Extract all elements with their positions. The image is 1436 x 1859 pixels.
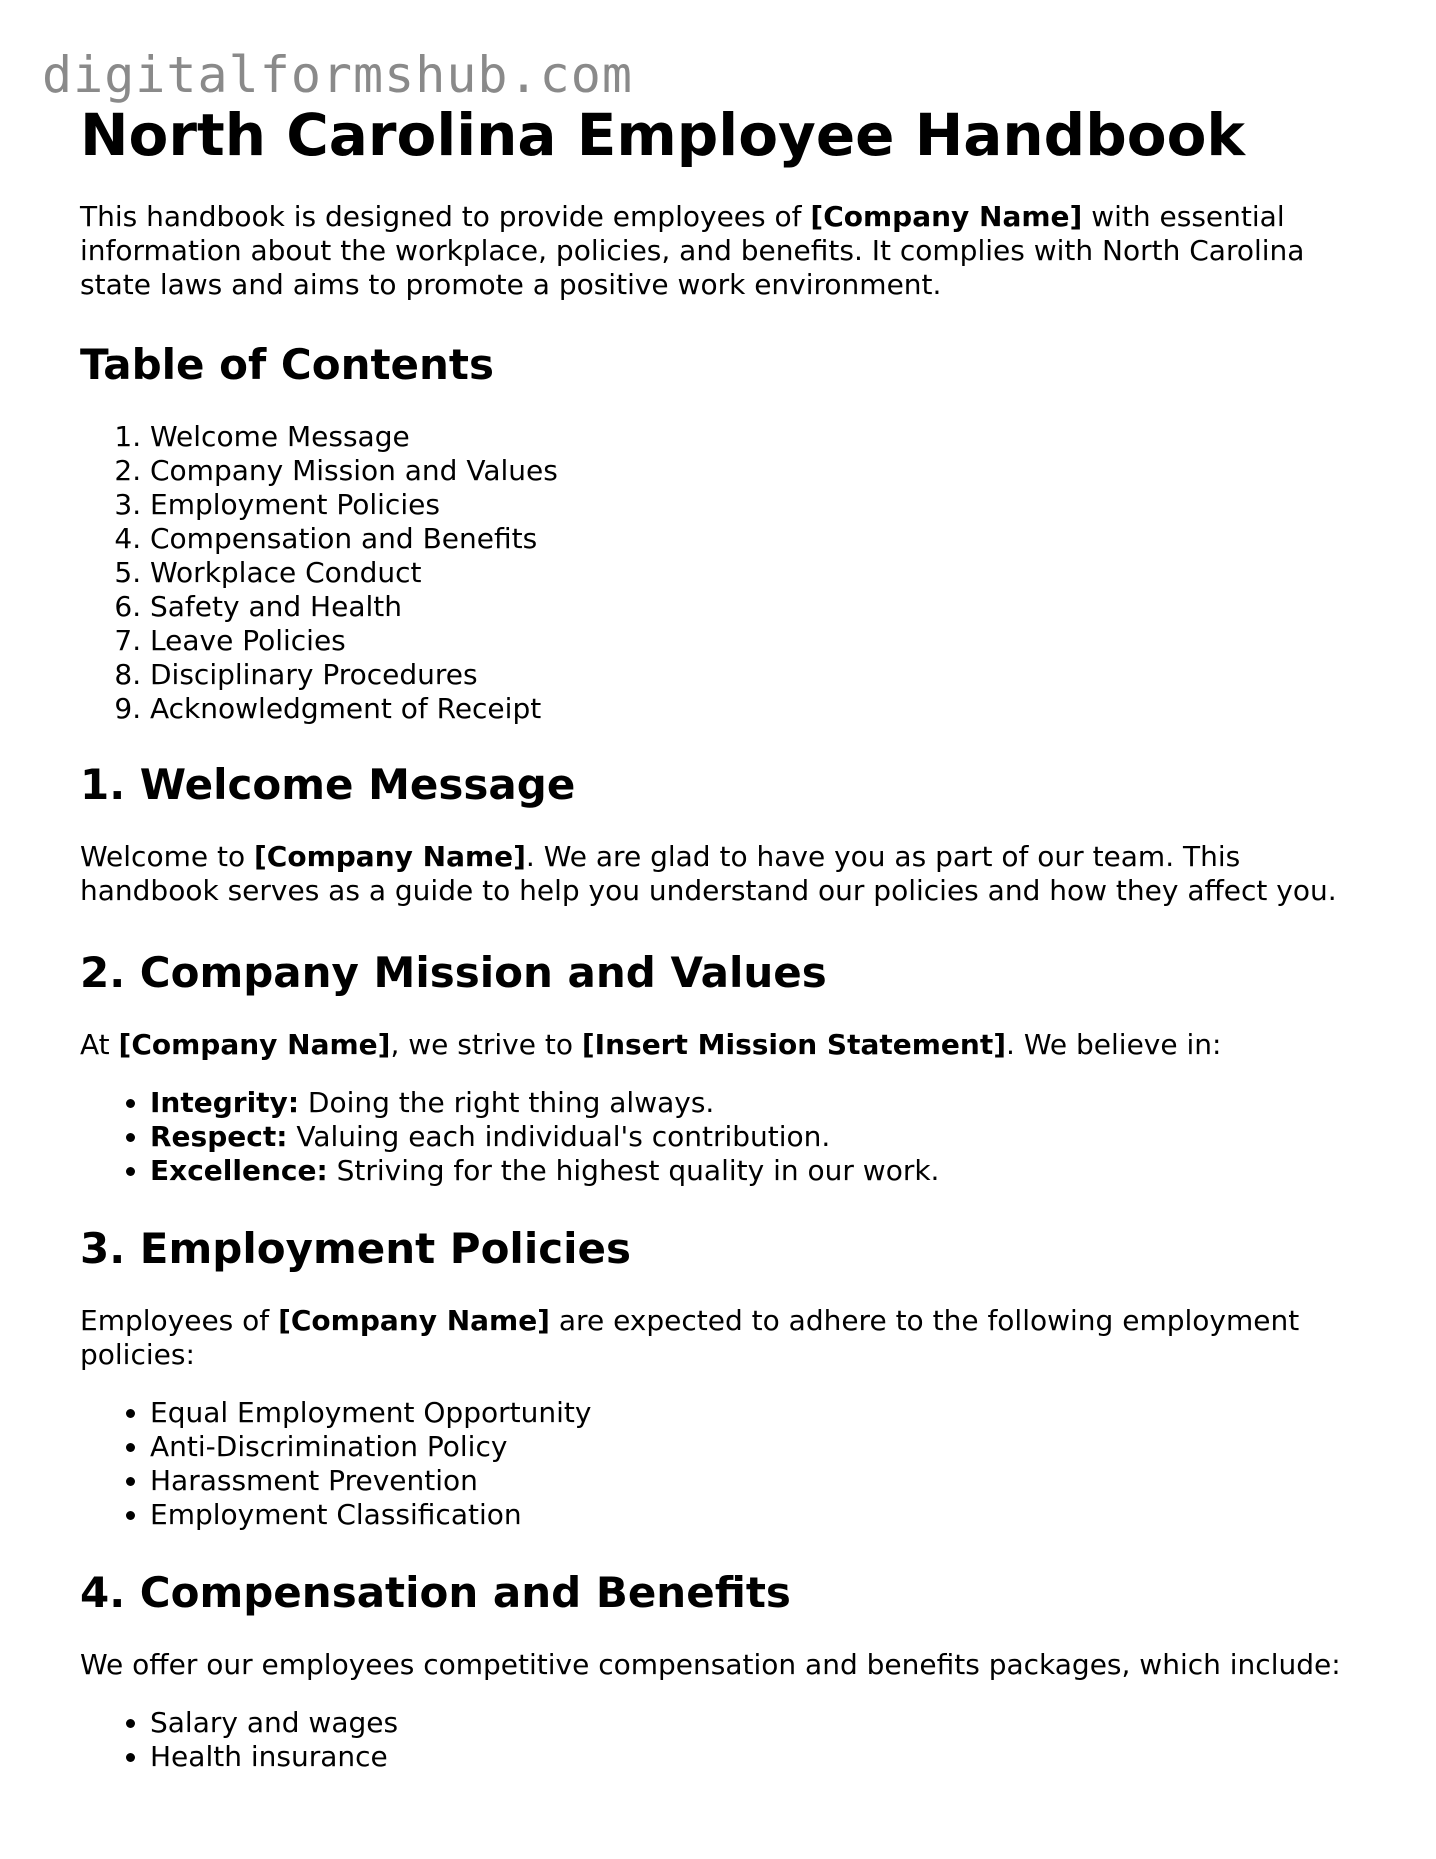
compensation-paragraph: We offer our employees competitive compensation and benefits packages, which include:	[80, 1648, 1341, 1681]
policy-item: • Equal Employment Opportunity	[150, 1396, 1380, 1430]
company-name-placeholder: [Company Name]	[254, 840, 526, 873]
policy-item: • Harassment Prevention	[150, 1464, 1380, 1498]
company-name-placeholder: [Company Name]	[810, 200, 1083, 233]
employment-paragraph	[80, 1304, 1380, 1372]
value-term: Integrity:	[150, 1086, 300, 1119]
employment-policies-list	[80, 1396, 1380, 1532]
intro-paragraph	[80, 200, 1380, 302]
value-desc: Valuing each individual's contribution.	[287, 1120, 831, 1153]
value-desc: Doing the right thing always.	[299, 1086, 715, 1119]
toc-item: 3. Employment Policies	[150, 488, 1380, 522]
toc-item: 4. Compensation and Benefits	[150, 522, 1380, 556]
toc-item: 9. Acknowledgment of Receipt	[150, 692, 1380, 726]
mission-paragraph	[80, 1028, 1380, 1062]
toc-list	[80, 420, 1380, 726]
section-heading-employment: 3. Employment Policies	[80, 1224, 632, 1273]
section-heading-welcome: 1. Welcome Message	[80, 760, 576, 809]
welcome-text-start: Welcome to	[80, 840, 254, 873]
mission-statement-placeholder: [Insert Mission Statement]	[581, 1028, 1007, 1061]
toc-item: 8. Disciplinary Procedures	[150, 658, 1380, 692]
welcome-paragraph	[80, 840, 1380, 908]
mission-text: , we strive to	[390, 1028, 582, 1061]
values-list	[80, 1086, 1380, 1188]
welcome-text-end: . We are glad to have you as part of our team. This handbook serves as a guide to help you understand our policies and how they affect you.	[80, 840, 1337, 907]
employment-text-start: Employees of	[80, 1304, 279, 1337]
toc-item: 1. Welcome Message	[150, 420, 1380, 454]
value-item	[150, 1154, 1380, 1188]
benefit-item: • Health insurance	[150, 1740, 1380, 1774]
toc-item: 5. Workplace Conduct	[150, 556, 1380, 590]
value-term: Respect:	[150, 1120, 288, 1153]
value-desc: Striving for the highest quality in our work.	[327, 1154, 940, 1187]
mission-text: At	[80, 1028, 119, 1061]
toc-item: 2. Company Mission and Values	[150, 454, 1380, 488]
intro-text-end: with essential information about the workplace, policies, and benefits. It complies with North Carolina state laws and aims to promote a positive work environment.	[80, 200, 1305, 301]
company-name-placeholder: [Company Name]	[278, 1304, 550, 1337]
watermark: digitalformshub.com	[42, 46, 633, 104]
page-title: North Carolina Employee Handbook	[80, 101, 1245, 169]
employment-text-end: are expected to adhere to the following employment policies:	[80, 1304, 1300, 1371]
mission-text: . We believe in:	[1006, 1028, 1222, 1061]
toc-item: 6. Safety and Health	[150, 590, 1380, 624]
section-heading-mission: 2. Company Mission and Values	[80, 948, 827, 997]
section-heading-compensation: 4. Compensation and Benefits	[80, 1568, 791, 1617]
company-name-placeholder: [Company Name]	[118, 1028, 391, 1061]
value-term: Excellence:	[150, 1154, 328, 1187]
policy-item: • Employment Classification	[150, 1498, 1380, 1532]
toc-heading: Table of Contents	[80, 340, 495, 389]
value-item	[150, 1120, 1380, 1154]
intro-text-start: This handbook is designed to provide employees of	[80, 200, 811, 233]
benefit-item: • Salary and wages	[150, 1706, 1380, 1740]
benefits-list	[80, 1706, 1380, 1774]
toc-item: 7. Leave Policies	[150, 624, 1380, 658]
value-item	[150, 1086, 1380, 1120]
document-body	[80, 100, 1380, 1774]
policy-item: • Anti-Discrimination Policy	[150, 1430, 1380, 1464]
